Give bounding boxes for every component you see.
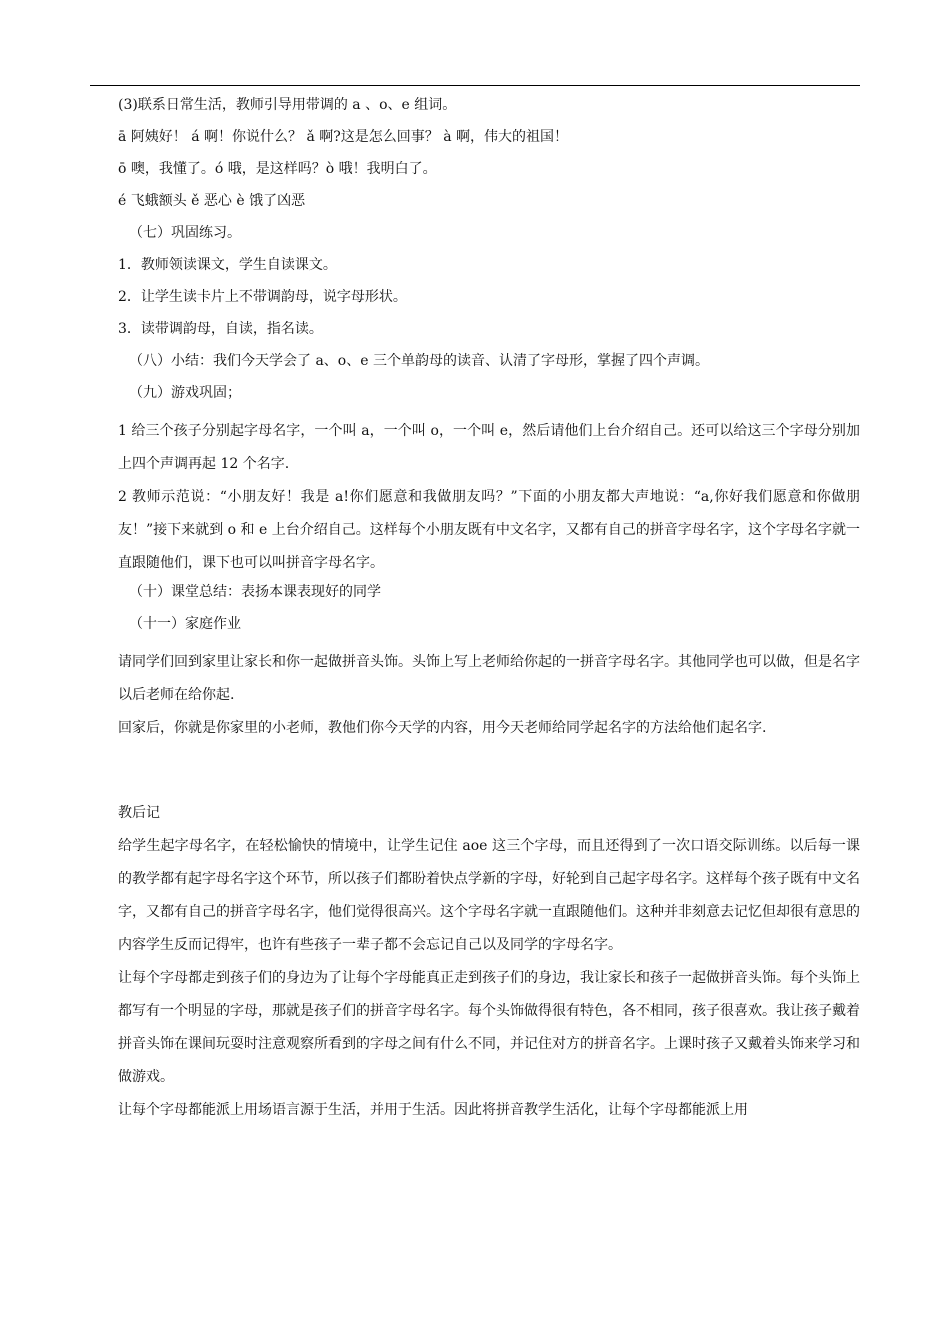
section-heading: （七）巩固练习。 bbox=[129, 225, 241, 241]
text-line: 1．教师领读课文，学生自读课文。 bbox=[118, 257, 337, 273]
paragraph: 1 给三个孩子分别起字母名字，一个叫 a，一个叫 o，一个叫 e，然后请他们上台介绍自己。还可以给这三个字母分别加上四个声调再起 12 个名字. bbox=[118, 423, 860, 472]
paragraph: 回家后，你就是你家里的小老师，教他们你今天学的内容，用今天老师给同学起名字的方法给他们起名字. bbox=[118, 720, 767, 736]
text-line: 2．让学生读卡片上不带调韵母，说字母形状。 bbox=[118, 289, 407, 305]
text-line: ō 噢，我懂了。ó 哦，是这样吗？ò 哦！我明白了。 bbox=[118, 161, 437, 177]
section-heading: （十）课堂总结：表扬本课表现好的同学 bbox=[129, 584, 381, 600]
text-line: é 飞蛾额头 ě 恶心 è 饿了凶恶 bbox=[118, 193, 306, 209]
section-heading: （十一）家庭作业 bbox=[129, 616, 241, 632]
reflection-title: 教后记 bbox=[118, 805, 160, 821]
text-line: 3．读带调韵母，自读，指名读。 bbox=[118, 321, 323, 337]
paragraph: 请同学们回到家里让家长和你一起做拼音头饰。头饰上写上老师给你起的一拼音字母名字。其他同学也可以做，但是名字以后老师在给你起. bbox=[118, 654, 860, 703]
spacer bbox=[118, 745, 860, 797]
section-heading: （九）游戏巩固； bbox=[129, 385, 241, 401]
paragraph: 让每个字母都能派上用场语言源于生活，并用于生活。因此将拼音教学生活化，让每个字母都能派上用 bbox=[118, 1102, 748, 1118]
paragraph: 给学生起字母名字，在轻松愉快的情境中，让学生记住 aoe 这三个字母，而且还得到了一次口语交际训练。以后每一课的教学都有起字母名字这个环节，所以孩子们都盼着快点学新的字母，好轮到自己起字母名字。这样每个孩子既有中文名字，又都有自己的拼音字母名字，他们觉得很高兴。这个字母名字就一直跟随他们。这种并非刻意去记忆但却很有意思的内容学生反而记得牢，也许有些孩子一辈子都不会忘记自己以及同学的字母名字。 bbox=[118, 838, 860, 953]
paragraph: 2 教师示范说：“小朋友好！我是 a!你们愿意和我做朋友吗？”下面的小朋友都大声地说：“a,你好我们愿意和你做朋友！”接下来就到 o 和 e 上台介绍自己。这样每个小朋友既有中文名字，又都有自己的拼音字母名字，这个字母名字就一直跟随他们，课下也可以叫拼音字母名字。 bbox=[118, 489, 860, 571]
header-rule bbox=[90, 85, 860, 86]
section-heading: （八）小结：我们今天学会了 a、o、e 三个单韵母的读音、认清了字母形，掌握了四个声调。 bbox=[129, 353, 709, 369]
paragraph: 让每个字母都走到孩子们的身边为了让每个字母能真正走到孩子们的身边，我让家长和孩子一起做拼音头饰。每个头饰上都写有一个明显的字母，那就是孩子们的拼音字母名字。每个头饰做得很有特色，各不相同，孩子很喜欢。我让孩子戴着拼音头饰在课间玩耍时注意观察所看到的字母之间有什么不同，并记住对方的拼音名字。上课时孩子又戴着头饰来学习和做游戏。 bbox=[118, 970, 860, 1085]
document-body bbox=[118, 95, 860, 1127]
text-line: (3)联系日常生活，教师引导用带调的 a 、o、e 组词。 bbox=[118, 97, 457, 113]
text-line: ā 阿姨好！ á 啊！你说什么？ ǎ 啊?这是怎么回事？ à 啊，伟大的祖国！ bbox=[118, 129, 569, 145]
